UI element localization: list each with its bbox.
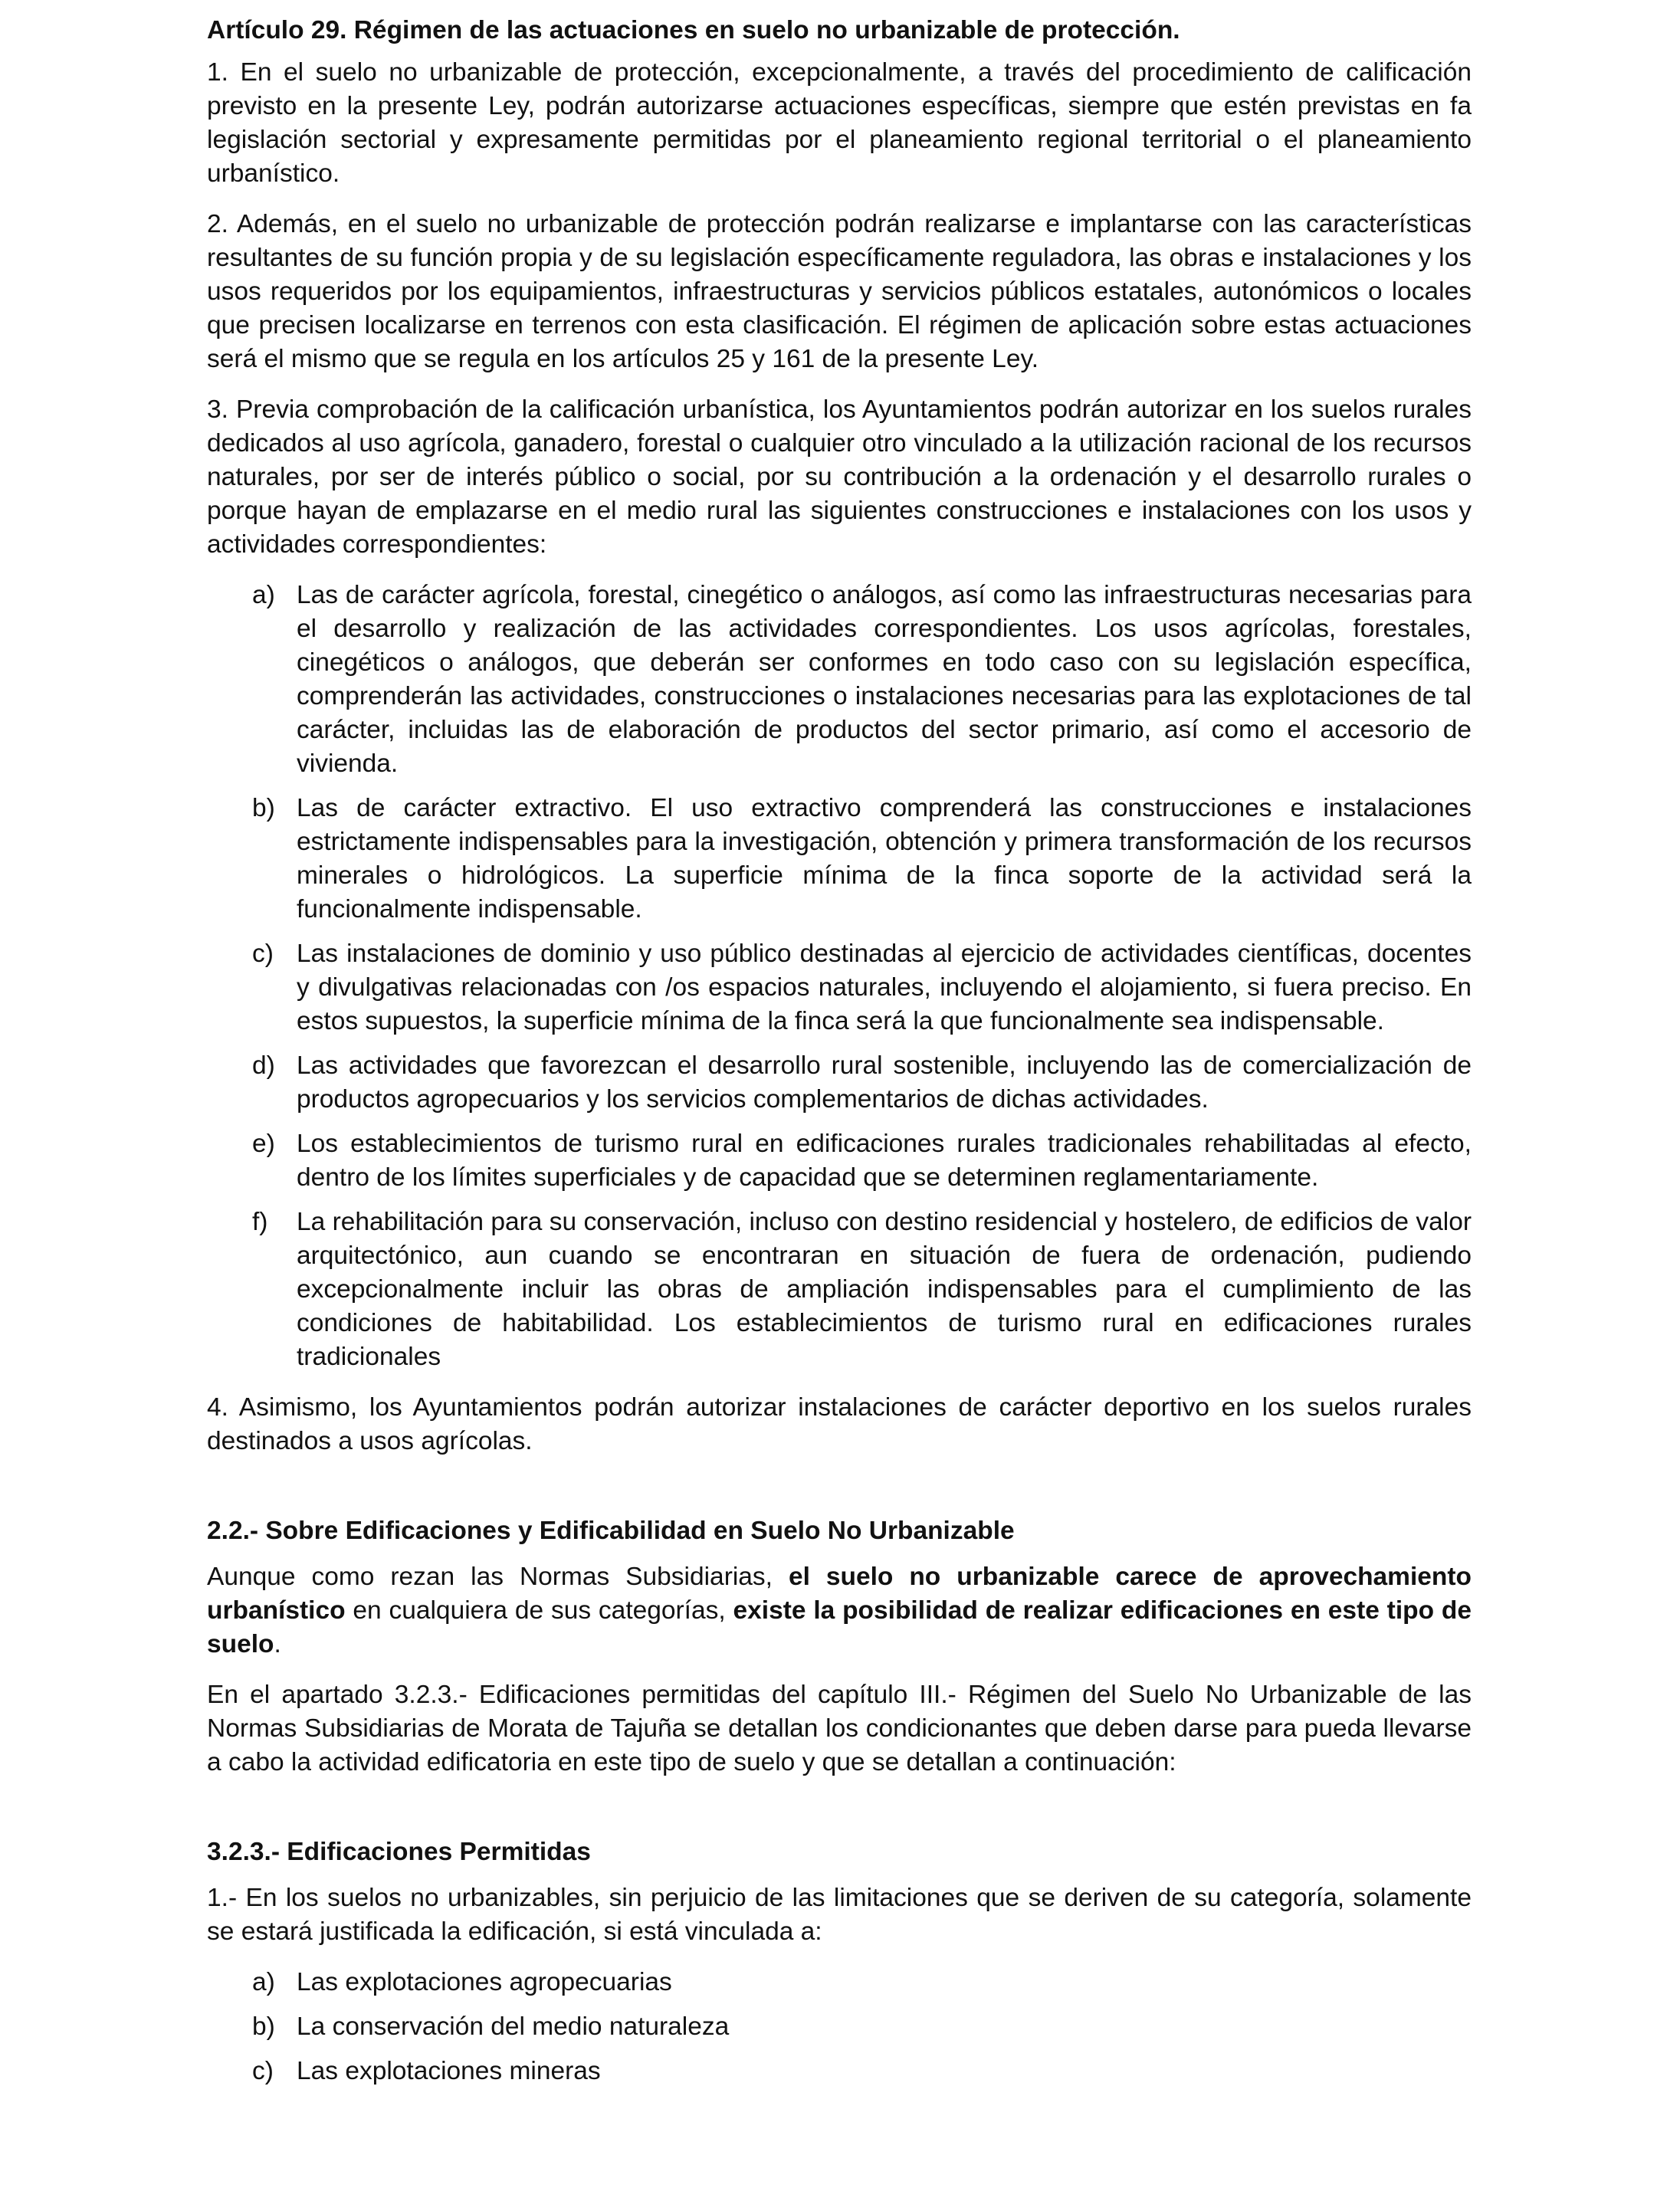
- list-text: Las de carácter extractivo. El uso extractivo comprenderá las construcciones e instalaciones estrictamente indispensables para la investigación, obtención y primera transformación de los recursos minerales o hidrológicos. La superficie mínima de la finca soporte de la actividad será la funcionalmente indispensable.: [297, 794, 1472, 923]
- article-title: Artículo 29. Régimen de las actuaciones en suelo no urbanizable de protección.: [207, 16, 1180, 44]
- list-text: Los establecimientos de turismo rural en edificaciones rurales tradicionales rehabilitadas al efecto, dentro de los límites superficiales y de capacidad que se determinen reglamentariamente.: [297, 1130, 1472, 1192]
- section-heading: 2.2.- Sobre Edificaciones y Edificabilidad en Suelo No Urbanizable: [207, 1517, 1015, 1545]
- bold-run: el suelo no urbanizable carece de aprovechamiento urbanístico: [207, 1563, 1472, 1625]
- list-item: [207, 792, 1472, 927]
- list-marker: e): [252, 1130, 275, 1158]
- list-marker: a): [252, 581, 275, 609]
- section-heading: 3.2.3.- Edificaciones Permitidas: [207, 1838, 591, 1866]
- list-marker: c): [252, 940, 274, 968]
- list-marker: f): [252, 1208, 268, 1236]
- mixed-paragraph: [207, 1560, 1472, 1661]
- section-3-2-3: [207, 1835, 1472, 2088]
- paragraph-4: 4. Asimismo, los Ayuntamientos podrán autorizar instalaciones de carácter deportivo en los suelos rurales destinados a usos agrícolas.: [207, 1393, 1472, 1455]
- list-text: La conservación del medio naturaleza: [297, 2012, 730, 2041]
- list-text: Las actividades que favorezcan el desarrollo rural sostenible, incluyendo las de comercialización de productos agropecuarios y los servicios complementarios de dichas actividades.: [297, 1051, 1472, 1114]
- list-item: [207, 2055, 1472, 2088]
- paragraph-1: 1. En el suelo no urbanizable de protección, excepcionalmente, a través del procedimiento de calificación previsto en la presente Ley, podrán autorizarse actuaciones específicas, siempre que estén previstas en fa legislación sectorial y expresamente permitidas por el planeamiento regional territorial o el planeamiento urbanístico.: [207, 58, 1472, 188]
- list-item: [207, 579, 1472, 781]
- list-item: [207, 1127, 1472, 1195]
- list-text: Las explotaciones mineras: [297, 2057, 601, 2085]
- list-item: [207, 2010, 1472, 2044]
- list-item: [207, 1049, 1472, 1117]
- list-text: La rehabilitación para su conservación, incluso con destino residencial y hostelero, de edificios de valor arquitectónico, aun cuando se encontraran en situación de fuera de ordenación, pudiendo excepcionalmente incluir las obras de ampliación indispensables para el cumplimiento de las condiciones de habitabilidad. Los establecimientos de turismo rural en edificaciones rurales tradicionales: [297, 1208, 1472, 1371]
- list-marker: b): [252, 2012, 275, 2041]
- article-list: [207, 579, 1472, 1374]
- paragraph: 1.- En los suelos no urbanizables, sin perjuicio de las limitaciones que se deriven de su categoría, solamente se estará justificada la edificación, si está vinculada a:: [207, 1884, 1472, 1946]
- section-2-2: [207, 1514, 1472, 1779]
- text-run: Aunque como rezan las Normas Subsidiarias,: [207, 1563, 789, 1591]
- list-marker: c): [252, 2057, 274, 2085]
- list-item: [207, 1966, 1472, 1999]
- text-run: .: [274, 1630, 281, 1658]
- bold-run: existe la posibilidad de realizar edificaciones en este tipo de suelo: [207, 1596, 1472, 1658]
- list-marker: a): [252, 1968, 275, 1996]
- list-marker: d): [252, 1051, 275, 1080]
- list-marker: b): [252, 794, 275, 822]
- document-page: [207, 14, 1472, 2105]
- list-text: Las de carácter agrícola, forestal, cinegético o análogos, así como las infraestructuras necesarias para el desarrollo y realización de las actividades correspondientes. Los usos agrícolas, forestales, cinegéticos o análogos, que deberán ser conformes en todo caso con su legislación específica, comprenderán las actividades, construcciones o instalaciones necesarias para las explotaciones de tal carácter, incluidas las de elaboración de productos del sector primario, así como el accesorio de vivienda.: [297, 581, 1472, 778]
- permitted-list: [207, 1966, 1472, 2088]
- list-item: [207, 937, 1472, 1038]
- paragraph: En el apartado 3.2.3.- Edificaciones permitidas del capítulo III.- Régimen del Suelo No Urbanizable de las Normas Subsidiarias de Morata de Tajuña se detallan los condicionantes que deben darse para pueda llevarse a cabo la actividad edificatoria en este tipo de suelo y que se detallan a continuación:: [207, 1681, 1472, 1776]
- list-text: Las explotaciones agropecuarias: [297, 1968, 672, 1996]
- list-text: Las instalaciones de dominio y uso público destinadas al ejercicio de actividades científicas, docentes y divulgativas relacionadas con /os espacios naturales, incluyendo el alojamiento, si fuera preciso. En estos supuestos, la superficie mínima de la finca será la que funcionalmente sea indispensable.: [297, 940, 1472, 1035]
- text-run: en cualquiera de sus categorías,: [345, 1596, 733, 1625]
- paragraph-3: 3. Previa comprobación de la calificación urbanística, los Ayuntamientos podrán autorizar en los suelos rurales dedicados al uso agrícola, ganadero, forestal o cualquier otro vinculado a la utilización racional de los recursos naturales, por ser de interés público o social, por su contribución a la ordenación y el desarrollo rurales o porque hayan de emplazarse en el medio rural las siguientes construcciones e instalaciones con los usos y actividades correspondientes:: [207, 395, 1472, 559]
- paragraph-2: 2. Además, en el suelo no urbanizable de protección podrán realizarse e implantarse con las características resultantes de su función propia y de su legislación específicamente reguladora, las obras e instalaciones y los usos requeridos por los equipamientos, infraestructuras y servicios públicos estatales, autonómicos o locales que precisen localizarse en terrenos con esta clasificación. El régimen de aplicación sobre estas actuaciones será el mismo que se regula en los artículos 25 y 161 de la presente Ley.: [207, 210, 1472, 373]
- list-item: [207, 1205, 1472, 1374]
